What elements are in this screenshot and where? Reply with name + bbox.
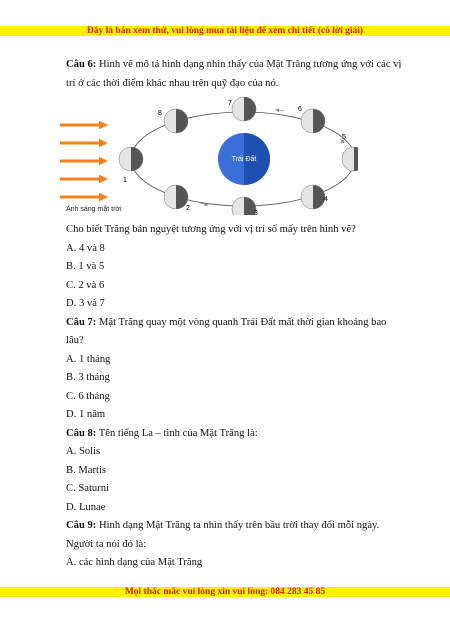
document-body xyxy=(66,56,406,573)
option-b: B. Martis xyxy=(66,464,107,476)
question-label: Câu 9: xyxy=(66,520,97,531)
question-6-prompt: Cho biết Trăng bán nguyệt tương ứng với vị trí số mấy trên hình vẽ? xyxy=(66,224,356,235)
position-number: 5 xyxy=(342,134,346,141)
moon-8 xyxy=(164,109,188,133)
option-a: A. 4 và 8 xyxy=(66,242,105,254)
option-c: C. Saturni xyxy=(66,483,109,494)
option-d: D. Lunae xyxy=(66,501,106,513)
moon-2 xyxy=(164,185,188,209)
sunlight-arrows xyxy=(60,125,106,197)
question-text: Mặt Trăng quay một vòng quanh Trái Đất mất thời gian khoảng bao lâu? xyxy=(66,316,387,346)
position-number: 3 xyxy=(254,210,258,215)
question-9 xyxy=(66,517,406,554)
option-b: B. 3 tháng xyxy=(66,372,110,383)
question-6 xyxy=(66,56,406,93)
position-number: 1 xyxy=(123,177,127,184)
question-text: Hình vẽ mô tả hình dạng nhìn thấy của Mặt Trăng tương ứng với các vị trí ở các thời điểm khác nhau trên quỹ đạo của nó. xyxy=(66,59,402,89)
sunlight-label: Ánh sáng mặt trời xyxy=(66,206,122,213)
position-number: 8 xyxy=(158,110,162,117)
option-c: C. 2 và 6 xyxy=(66,279,105,291)
moon-6 xyxy=(301,109,325,133)
orbit-arrow xyxy=(276,110,284,111)
moon-orbit-figure xyxy=(58,97,358,215)
moon-3 xyxy=(232,197,256,215)
moon-5 xyxy=(342,147,358,171)
question-text: Tên tiếng La – tinh của Mặt Trăng là: xyxy=(96,427,258,439)
preview-notice-banner: Đây là bản xem thử, vui lòng mua tài liệu để xem chi tiết (có lời giải) xyxy=(0,26,450,36)
question-text: Hình dạng Mặt Trăng ta nhìn thấy trên bầu trời thay đổi mỗi ngày. Người ta nói đó là: xyxy=(66,520,380,550)
option-c: C. 6 tháng xyxy=(66,390,110,402)
earth-label: Trái Đất xyxy=(231,156,257,163)
option-a: A. các hình dạng của Mặt Trăng xyxy=(66,557,203,568)
position-number: 6 xyxy=(298,106,302,113)
moon-phase-diagram xyxy=(58,97,358,215)
position-number: 7 xyxy=(228,100,232,107)
moon-4 xyxy=(301,185,325,209)
moon-1 xyxy=(119,147,143,171)
option-a: A. Solis xyxy=(66,446,101,457)
question-7 xyxy=(66,314,406,351)
position-number: 4 xyxy=(324,196,328,203)
option-b: B. 1 và 5 xyxy=(66,261,105,272)
question-8 xyxy=(66,425,406,444)
option-d: D. 1 năm xyxy=(66,409,106,420)
position-number: 2 xyxy=(186,205,190,212)
option-d: D. 3 và 7 xyxy=(66,298,105,309)
option-a: A. 1 tháng xyxy=(66,353,111,365)
contact-banner: Mọi thắc mắc vui lòng xin vui lòng: 084 283 45 85 xyxy=(0,587,450,597)
question-label: Câu 7: xyxy=(66,316,97,328)
moon-7 xyxy=(232,97,256,121)
question-label: Câu 8: xyxy=(66,427,97,439)
earth xyxy=(218,133,270,185)
question-label: Câu 6: xyxy=(66,59,97,70)
